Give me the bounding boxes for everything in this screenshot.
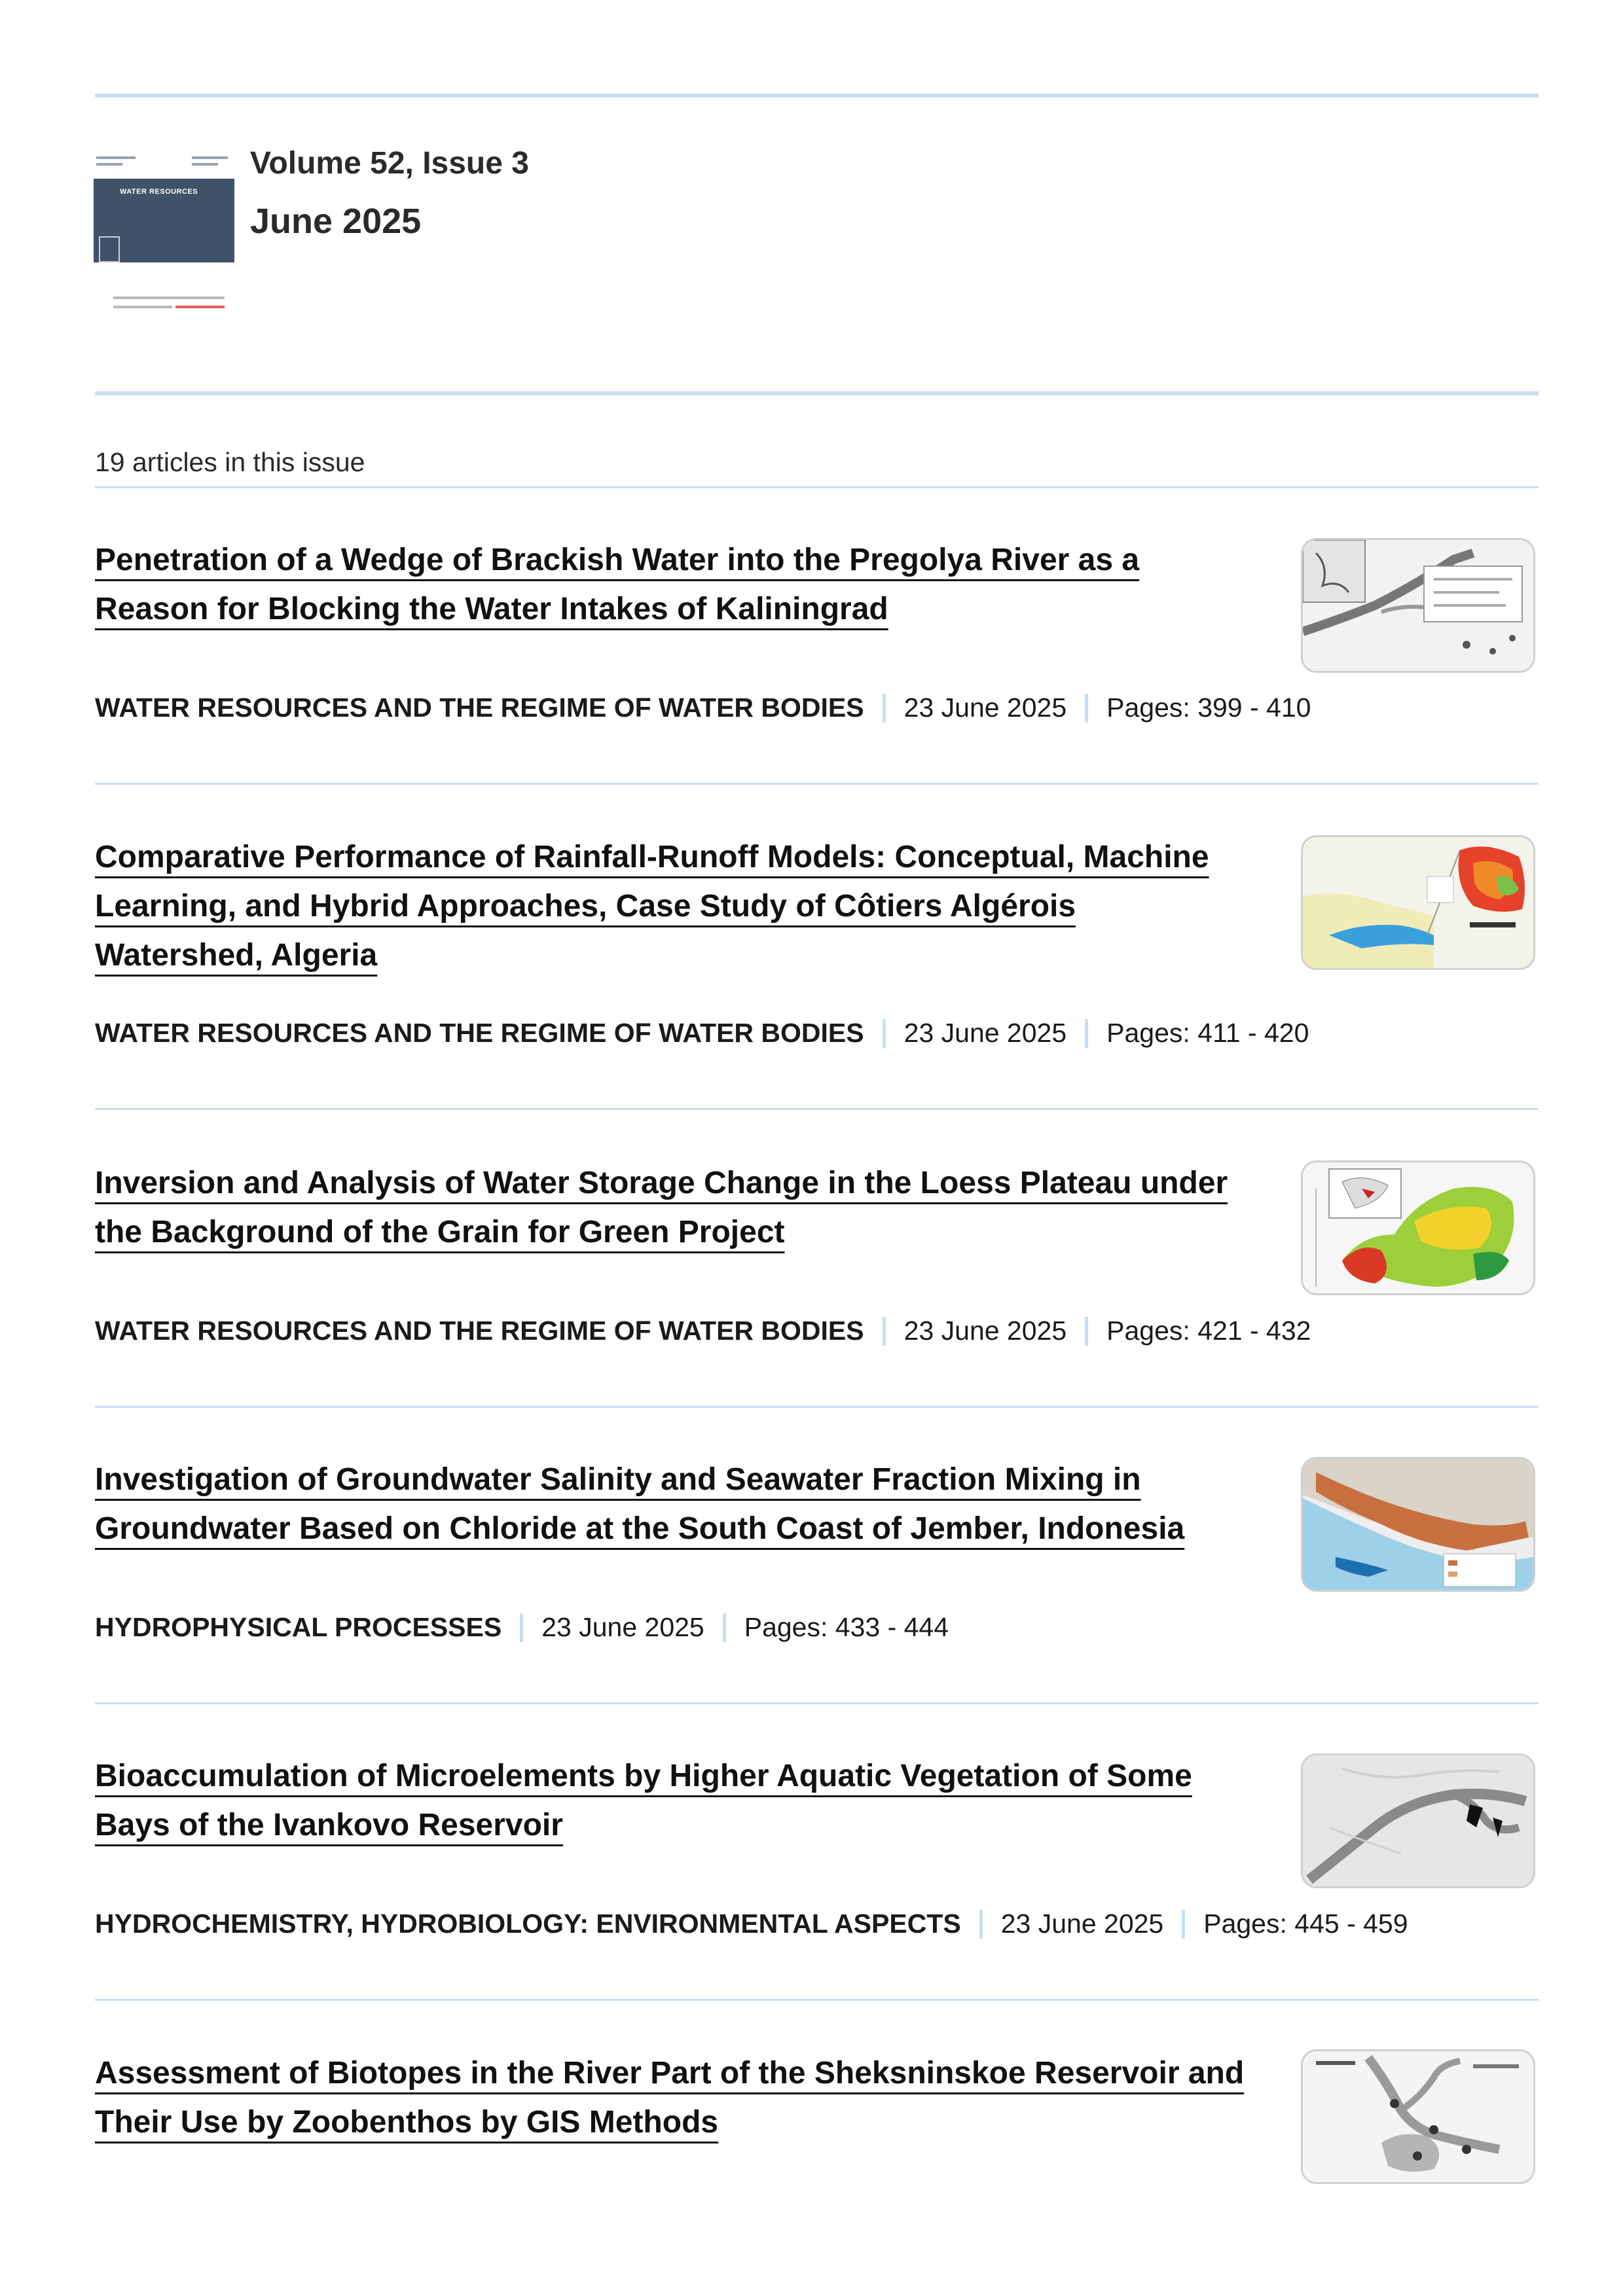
article-section: WATER RESOURCES AND THE REGIME OF WATER BODIES <box>95 1316 864 1346</box>
meta-separator <box>979 1910 983 1939</box>
article-divider <box>95 1999 1539 2001</box>
map-thumbnail-image <box>1303 837 1533 968</box>
article-section: WATER RESOURCES AND THE REGIME OF WATER BODIES <box>95 1018 864 1048</box>
map-thumbnail-image <box>1303 1755 1533 1886</box>
article-thumbnail[interactable] <box>1301 1753 1535 1888</box>
article-thumbnail[interactable] <box>1301 1457 1535 1592</box>
article-thumbnail[interactable] <box>1301 1160 1535 1295</box>
map-thumbnail-image <box>1303 1459 1533 1590</box>
article-section: HYDROCHEMISTRY, HYDROBIOLOGY: ENVIRONMENTAL ASPECTS <box>95 1909 961 1939</box>
header-divider <box>95 391 1539 395</box>
article-title-link[interactable]: Bioaccumulation of Microelements by Higher Aquatic Vegetation of Some Bays of the Ivankovo Reservoir <box>95 1759 1192 1842</box>
map-thumbnail-image <box>1303 540 1533 671</box>
article-thumbnail[interactable] <box>1301 835 1535 970</box>
article-meta <box>95 1909 1408 1939</box>
article-date: 23 June 2025 <box>1000 1909 1164 1939</box>
article-title-link[interactable]: Investigation of Groundwater Salinity and Seawater Fraction Mixing in Groundwater Based on Chloride at the South Coast of Jember, Indonesia <box>95 1462 1185 1546</box>
publisher-logo <box>113 296 225 316</box>
article-thumbnail[interactable] <box>1301 538 1535 673</box>
article-title-link[interactable]: Assessment of Biotopes in the River Part of the Sheksninskoe Reservoir and Their Use by Zoobenthos by GIS Methods <box>95 2056 1245 2140</box>
meta-separator <box>883 1317 886 1346</box>
meta-separator <box>1182 1910 1185 1939</box>
article-title <box>95 833 1247 980</box>
meta-separator <box>1085 694 1088 723</box>
article-pages: Pages: 411 - 420 <box>1106 1018 1309 1048</box>
meta-separator <box>1085 1019 1088 1048</box>
article-title-link[interactable]: Comparative Performance of Rainfall-Runoff Models: Conceptual, Machine Learning, and Hybrid Approaches, Case Study of Côtiers Algérois Watershed, Algeria <box>95 840 1209 973</box>
cover-title: WATER RESOURCES <box>120 188 198 196</box>
article-pages: Pages: 399 - 410 <box>1106 692 1311 723</box>
cover-header <box>94 152 234 177</box>
map-thumbnail-image <box>1303 2051 1533 2182</box>
article-title <box>95 1751 1247 1850</box>
article-title <box>95 1455 1247 1553</box>
article-title <box>95 535 1247 634</box>
article-pages: Pages: 433 - 444 <box>744 1612 949 1642</box>
meta-separator <box>1085 1317 1088 1346</box>
article-title-link[interactable]: Inversion and Analysis of Water Storage Change in the Loess Plateau under the Background of the Grain for Green Project <box>95 1166 1228 1249</box>
article-count: 19 articles in this issue <box>95 447 365 477</box>
article-date: 23 June 2025 <box>541 1612 704 1642</box>
article-thumbnail[interactable] <box>1301 2049 1535 2184</box>
article-pages: Pages: 421 - 432 <box>1106 1316 1311 1346</box>
meta-separator <box>723 1613 726 1642</box>
article-meta <box>95 1316 1311 1346</box>
issue-volume: Volume 52, Issue 3 <box>250 146 529 181</box>
article-date: 23 June 2025 <box>903 1018 1067 1048</box>
article-divider <box>95 783 1539 785</box>
article-date: 23 June 2025 <box>903 1316 1067 1346</box>
article-title <box>95 2049 1247 2147</box>
map-thumbnail-image <box>1303 1162 1533 1293</box>
article-divider <box>95 1406 1539 1408</box>
article-meta <box>95 692 1311 723</box>
article-divider <box>95 1702 1539 1704</box>
article-divider <box>95 1108 1539 1110</box>
list-divider <box>95 486 1539 488</box>
journal-cover-image[interactable] <box>94 152 234 332</box>
article-title <box>95 1158 1247 1257</box>
issue-date: June 2025 <box>250 202 422 241</box>
top-divider <box>95 94 1539 98</box>
meta-separator <box>883 1019 886 1048</box>
cover-emblem-icon <box>99 236 120 262</box>
meta-separator <box>883 694 886 723</box>
meta-separator <box>520 1613 523 1642</box>
article-section: WATER RESOURCES AND THE REGIME OF WATER BODIES <box>95 692 864 723</box>
article-title-link[interactable]: Penetration of a Wedge of Brackish Water into the Pregolya River as a Reason for Blocking the Water Intakes of Kaliningrad <box>95 543 1140 626</box>
article-pages: Pages: 445 - 459 <box>1203 1909 1408 1939</box>
article-meta <box>95 1018 1309 1049</box>
article-date: 23 June 2025 <box>903 692 1067 723</box>
article-meta <box>95 1612 949 1643</box>
article-section: HYDROPHYSICAL PROCESSES <box>95 1612 502 1642</box>
